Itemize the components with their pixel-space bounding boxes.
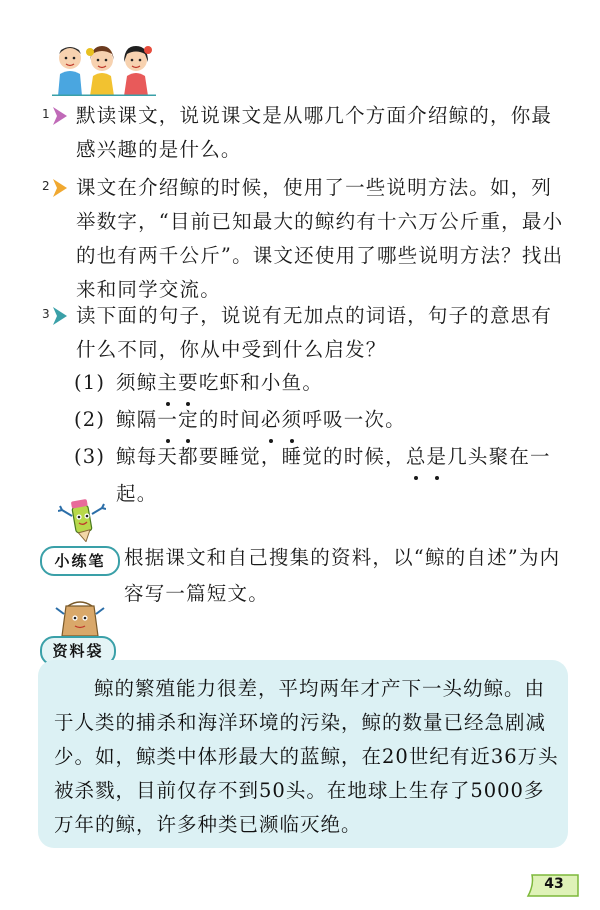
- sentence-part: 须鲸: [116, 371, 158, 394]
- sentence-part: 鲸每天都要睡觉，睡觉的时候，: [116, 445, 406, 468]
- info-label: 资料袋: [40, 636, 116, 666]
- question-text: 读下面的句子，说说有无加点的词语，句子的意思有什么不同，你从中受到什么启发？: [76, 304, 553, 361]
- emphasis-dot-char: 一: [157, 401, 178, 438]
- pencil-mascot-icon: [58, 496, 106, 542]
- question-text: 默读课文，说说课文是从哪几个方面介绍鲸的，你最感兴趣的是什么。: [76, 104, 553, 161]
- practice-text: 根据课文和自己搜集的资料，以“鲸的自述”为内容写一篇短文。: [124, 546, 561, 605]
- question-number-3: [40, 305, 74, 325]
- chevron-right-icon: [50, 177, 70, 199]
- question-number-2: [40, 177, 74, 197]
- question-2: [40, 171, 570, 307]
- question-text: 课文在介绍鲸的时候，使用了一些说明方法。如，列举数字，“目前已知最大的鲸约有十六万公斤重，最小的也有两千公斤”。课文还使用了哪些说明方法？找出来和同学交流。: [76, 176, 564, 301]
- sentence-part: 呼吸一次。: [302, 408, 406, 431]
- sentence-part: 鲸隔: [116, 408, 158, 431]
- sentence-text: [116, 438, 574, 512]
- page-number-tab: [526, 872, 582, 898]
- example-sentence-1: [74, 364, 574, 401]
- example-sentence-3: [74, 438, 574, 512]
- chevron-right-icon: [50, 305, 70, 327]
- sentence-part: 的时间: [198, 408, 261, 431]
- question-number-1: [40, 105, 74, 125]
- emphasis-dot-char: 要: [178, 364, 199, 401]
- sentence-part: 吃虾和小鱼。: [198, 371, 324, 394]
- emphasis-dot-char: 主: [157, 364, 178, 401]
- practice-label: 小练笔: [40, 546, 120, 576]
- emphasis-dot-char: 总: [406, 438, 427, 475]
- sentence-part: 几头聚在一起。: [116, 445, 551, 505]
- info-box: [38, 660, 568, 848]
- question-number-label: 2: [42, 179, 50, 193]
- question-number-label: 1: [42, 107, 50, 121]
- emphasis-dot-char: 须: [282, 401, 303, 438]
- page-number: 43: [544, 876, 564, 892]
- bag-mascot-icon: [54, 596, 106, 638]
- info-text-block: [54, 672, 560, 842]
- question-number-label: 3: [42, 307, 50, 321]
- emphasis-dot-char: 定: [178, 401, 199, 438]
- emphasized-word: [157, 408, 198, 431]
- sentence-number: (1): [74, 371, 106, 394]
- question-3: [40, 299, 570, 367]
- emphasized-word: [261, 408, 302, 431]
- emphasized-word: [157, 371, 198, 394]
- chevron-right-icon: [50, 105, 70, 127]
- sentence-number: (2): [74, 408, 106, 431]
- example-sentences: [74, 364, 574, 512]
- children-illustration: [48, 40, 160, 96]
- sentence-text: [116, 401, 574, 438]
- question-1: [40, 99, 570, 167]
- sentence-number: (3): [74, 445, 106, 468]
- info-paragraph: 鲸的繁殖能力很差，平均两年才产下一头幼鲸。由于人类的捕杀和海洋环境的污染，鲸的数量已经急剧减少。如，鲸类中体形最大的蓝鲸，在20世纪有近36万头被杀戮，目前仅存不到50头。在地球上生存了5000多万年的鲸，许多种类已濒临灭绝。: [54, 677, 559, 836]
- emphasized-word: [406, 445, 447, 468]
- example-sentence-2: [74, 401, 574, 438]
- emphasis-dot-char: 必: [261, 401, 282, 438]
- sentence-text: [116, 364, 574, 401]
- emphasis-dot-char: 是: [427, 438, 448, 475]
